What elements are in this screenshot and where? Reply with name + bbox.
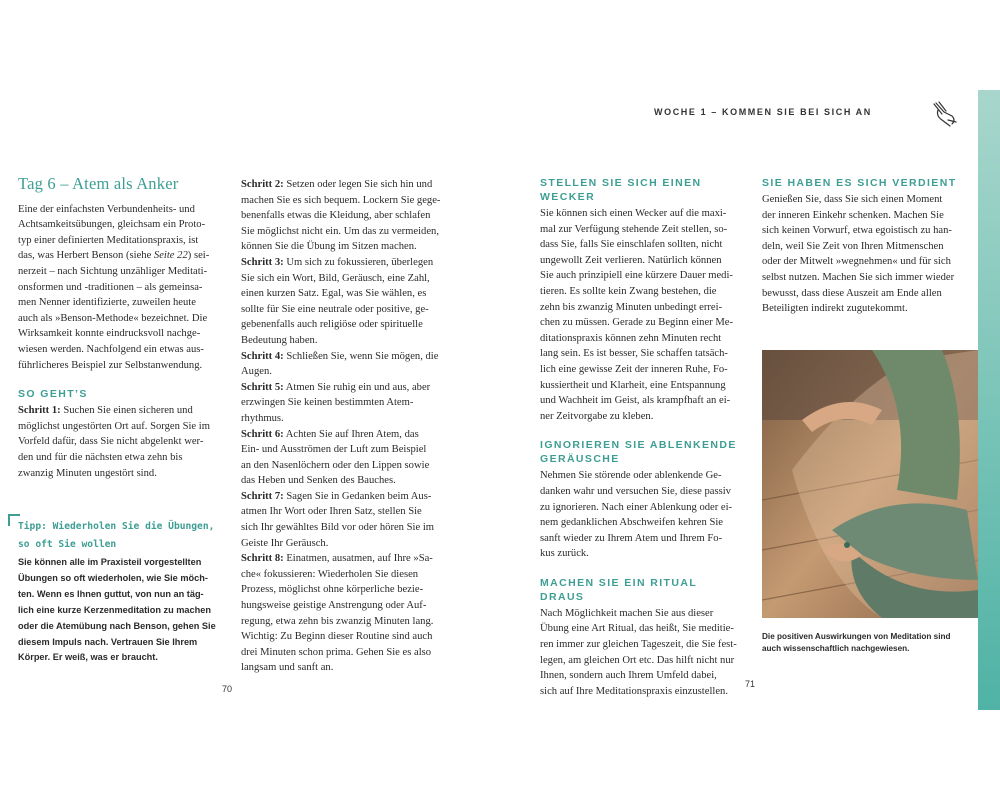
tip-line: ten. Wenn es Ihnen guttut, von nun an täg- — [18, 588, 204, 599]
text-line: oder der Mitwelt »wegnehmen« und für sich — [762, 256, 951, 268]
heading-line: MACHEN SIE EIN RITUAL DRAUS — [540, 576, 697, 603]
tip-line: oder die Atemübung nach Benson, gehen Sie — [18, 620, 216, 631]
text-line: dass Sie, falls Sie einschlafen sollten, nicht — [540, 239, 723, 251]
tip-line: diesem Impuls nach. Vertrauen Sie Ihrem — [18, 636, 198, 647]
step-label: Schritt 1: — [18, 405, 61, 417]
text-line: tieren. Es sollte kein Zwang bestehen, die — [540, 285, 717, 297]
hand-icon — [930, 100, 960, 130]
text-line: sollte für Sie eine neutrale oder positive, ge- — [241, 303, 429, 315]
step-paragraph — [241, 427, 446, 489]
text-line: che« fokussieren: Wiederholen Sie diesen — [241, 568, 419, 580]
step-paragraph — [241, 551, 446, 676]
step-paragraph — [241, 349, 446, 380]
text-line: Genießen Sie, dass Sie sich einen Moment — [762, 194, 943, 205]
text-line: atmen Ihr Wort oder Ihren Satz, stellen Sie — [241, 506, 422, 518]
text-line: onsformen und -traditionen – als gemeinsa- — [18, 281, 203, 293]
section-paragraph — [540, 468, 745, 562]
text-line: men Nenner identifizierte, zuweilen heute — [18, 297, 196, 309]
step-1-paragraph — [18, 403, 223, 481]
text-line: wiesen werden. Nachfolgend ein etwas aus- — [18, 343, 204, 355]
tip-title — [18, 518, 218, 554]
text-line: selbst nutzen. Machen Sie sich immer wieder — [762, 271, 955, 283]
text-line: deln, weil Sie Zeit von Ihren Mitmenschen — [762, 240, 944, 252]
text-line: Ein- und Ausströmen der Luft zum Beispiel — [241, 444, 427, 456]
text-line: kussiertheit und Klarheit, eine Entspannung — [540, 379, 726, 391]
text-line: Achten Sie auf Ihren Atem, das — [283, 428, 419, 440]
text-line: Atmen Sie ruhig ein und aus, aber — [283, 381, 431, 393]
text-line: ren immer zur gleichen Tageszeit, die Sie fest- — [540, 639, 737, 651]
text-line: zwanzig Minuten ungestört sind. — [18, 467, 157, 479]
text-line: Geiste Ihr Geräusch. — [241, 537, 329, 549]
left-column — [18, 176, 223, 481]
heading-line: IGNORIEREN SIE ABLENKENDE — [540, 439, 737, 452]
text-line: kus zurück. — [540, 548, 589, 560]
text-line: machen Sie es sich bequem. Lockern Sie gege- — [241, 194, 441, 206]
text-line: hungsweise geistige Anstrengung oder Auf- — [241, 600, 427, 612]
text-line: Einatmen, ausatmen, auf Ihre »Sa- — [283, 553, 433, 565]
text-line: Um sich zu fokussieren, überlegen — [283, 256, 434, 268]
text-line: nem gedanklichen Abschweifen kehren Sie — [540, 517, 723, 529]
tip-line: Übungen so oft wiederholen, wie Sie möch- — [18, 572, 208, 583]
text-line: ) sei- — [187, 250, 210, 262]
text-line: erzwingen Sie keinen bestimmten Atem- — [241, 397, 414, 409]
text-line: danken wahr und versuchen Sie, diese passiv — [540, 485, 731, 497]
text-line: zehn bis zwanzig Minuten unbedingt errei- — [540, 301, 723, 313]
text-line: langsam und sanft an. — [241, 662, 334, 674]
text-line: lich eine gewisse Zeit der inneren Ruhe, Fo- — [540, 363, 728, 375]
steps-column — [241, 177, 446, 676]
step-paragraph — [241, 380, 446, 427]
text-line: Nehmen Sie störende oder ablenkende Ge- — [540, 470, 722, 482]
text-line: bewusst, dass diese Auszeit am Ende allen — [762, 287, 942, 299]
text-line: ditationspraxis können zehn Minuten recht — [540, 332, 722, 344]
text-line: Wirksamkeit konnte eindrucksvoll nachge- — [18, 328, 201, 340]
section-heading — [540, 176, 745, 204]
step-label: Schritt 2: — [241, 179, 284, 190]
section-heading — [540, 576, 745, 604]
section-heading — [540, 438, 745, 466]
text-line: Schließen Sie, wenn Sie mögen, die — [283, 350, 439, 362]
text-line: Sie können sich einen Wecker auf die maxi- — [540, 208, 727, 219]
text-line: Wichtig: Zu Beginn dieser Routine sind auch — [241, 631, 433, 643]
text-line: Achtsamkeitsübungen, gleichsam ein Proto- — [18, 219, 206, 231]
running-head: WOCHE 1 – KOMMEN SIE BEI SICH AN — [654, 107, 872, 117]
tip-line: lich eine kurze Kerzenmeditation zu machen — [18, 604, 211, 615]
text-line: Beteiligten indirekt zugutekommt. — [762, 303, 908, 315]
text-line: Sie möglichst nicht ein. Um das zu vermeiden, — [241, 225, 440, 237]
text-line: ner Zeitvorgabe zu kleben. — [540, 410, 654, 422]
step-label: Schritt 3: — [241, 256, 284, 268]
step-paragraph — [241, 489, 446, 551]
text-line: Sie auch prinzipiell eine kürzere Dauer medi- — [540, 270, 733, 282]
text-line: der inneren Einkehr schenken. Machen Sie — [762, 209, 944, 221]
text-line: können Sie die Übung im Sitzen machen. — [241, 241, 417, 253]
text-line: Setzen oder legen Sie sich hin und — [283, 179, 433, 190]
text-line: Ihnen, sondern auch Ihrem Umfeld dabei, — [540, 670, 717, 682]
text-line: möglichst ungestörten Ort auf. Sorgen Sie im — [18, 420, 210, 432]
right-column-1 — [540, 176, 745, 699]
tip-line: Körper. Er weiß, was er braucht. — [18, 652, 158, 663]
tip-title-line: Tipp: Wiederholen Sie die Übungen, — [18, 521, 215, 532]
text-line: regung, etwa zehn bis zwanzig Minuten lang. — [241, 615, 434, 627]
text-line: zu ignorieren. Nach einer Ablenkung oder ei- — [540, 501, 733, 513]
right-column-2 — [762, 176, 974, 317]
text-line: Nach Möglichkeit machen Sie aus dieser — [540, 607, 714, 619]
text-line: auch als »Benson-Methode« bezeichnet. Die — [18, 312, 208, 324]
section-paragraph — [540, 206, 745, 424]
text-line: mal zur Verfügung stehende Zeit stellen, so- — [540, 223, 728, 235]
text-line: das, was Herbert Benson (siehe — [18, 250, 154, 262]
text-line: einen kurzen Satz. Egal, was Sie wählen, es — [241, 288, 427, 300]
page-title: Tag 6 – Atem als Anker — [18, 174, 179, 193]
text-line: legen, am gleichen Ort etc. Das hilft nicht nur — [540, 654, 735, 666]
text-line: rhythmus. — [241, 412, 284, 424]
text-line: typ einer definierten Meditationspraxis, ist — [18, 234, 199, 246]
text-line: gebenenfalls auch religiöse oder spirituelle — [241, 319, 423, 331]
section-heading-verdient: SIE HABEN ES SICH VERDIENT — [762, 177, 957, 189]
step-label: Schritt 8: — [241, 553, 284, 565]
step-label: Schritt 4: — [241, 350, 284, 362]
text-line: an den Nasenlöchern oder den Lippen sowie — [241, 459, 430, 471]
section-paragraph — [540, 606, 745, 700]
text-line: sich keinen Vorwurf, etwa egoistisch zu han- — [762, 225, 952, 237]
tip-text — [18, 555, 218, 666]
step-paragraph — [241, 255, 446, 349]
caption-line: Die positiven Auswirkungen von Meditation sind — [762, 632, 951, 641]
text-line: und Wachheit im Geist, als krampfhaft an ei- — [540, 395, 731, 407]
step-label: Schritt 5: — [241, 381, 284, 393]
step-label: Schritt 6: — [241, 428, 284, 440]
text-line: Augen. — [241, 366, 272, 378]
text-line: lang sein. Es ist besser, Sie schaffen tatsäch- — [540, 348, 728, 360]
text-line: drei Minuten schon prima. Gehen Sie es also — [241, 646, 432, 658]
text-line: Prozess, möglichst ohne körperliche bezie- — [241, 584, 424, 596]
text-line: Bedeutung haben. — [241, 334, 318, 346]
text-line: Suchen Sie einen sicheren und — [60, 405, 193, 417]
text-line: Sagen Sie in Gedanken beim Aus- — [283, 490, 432, 502]
text-line: das Heben und Senken des Bauches. — [241, 475, 396, 487]
text-line: chen zu müssen. Gerade zu Beginn einer Me- — [540, 317, 733, 329]
photo-caption — [762, 631, 978, 655]
tip-line: Sie können alle im Praxisteil vorgestellten — [18, 557, 202, 567]
text-line: sich auf Ihre Meditationspraxis einzustellen. — [540, 685, 728, 697]
caption-line: auch wissenschaftlich nachgewiesen. — [762, 644, 910, 653]
heading-line: STELLEN SIE SICH EINEN WECKER — [540, 177, 702, 203]
text-line: sanft wieder zu Ihrem Atem und Ihrem Fo- — [540, 532, 723, 544]
meditation-photo — [762, 350, 978, 618]
thumb-index-tab — [978, 90, 1000, 710]
step-paragraph — [241, 177, 446, 255]
page-number-right: 71 — [745, 679, 756, 689]
intro-paragraph — [18, 202, 223, 374]
tip-title-line: so oft Sie wollen — [18, 539, 117, 550]
text-line: sich Ihr gewähltes Bild vor oder hören Sie im — [241, 522, 434, 534]
text-line: führlicheres Beispiel zur Selbstanwendung. — [18, 359, 203, 371]
text-line: den und für die nächsten etwa zehn bis — [18, 451, 183, 463]
page-reference-link[interactable]: Seite 22 — [153, 250, 188, 262]
text-line: nerzeit – nach Sichtung unzähliger Meditati- — [18, 265, 208, 277]
text-line: benenfalls etwas die Kleidung, aber schlafen — [241, 210, 431, 222]
text-line: Eine der einfachsten Verbundenheits- und — [18, 203, 195, 215]
step-label: Schritt 7: — [241, 490, 284, 502]
text-line: Übung eine Art Ritual, das heißt, Sie meditie- — [540, 623, 734, 635]
section-heading-so-gehts: SO GEHT’S — [18, 388, 88, 401]
heading-line: GERÄUSCHE — [540, 453, 620, 466]
verdient-paragraph — [762, 192, 974, 317]
text-line: Sie sich ein Wort, Bild, Geräusch, eine Zahl, — [241, 272, 430, 284]
page-number-left: 70 — [222, 684, 233, 694]
text-line: Vorfeld dafür, dass Sie nicht abgelenkt wer- — [18, 436, 204, 448]
text-line: ungewollt Zeit verlieren. Natürlich können — [540, 254, 722, 266]
